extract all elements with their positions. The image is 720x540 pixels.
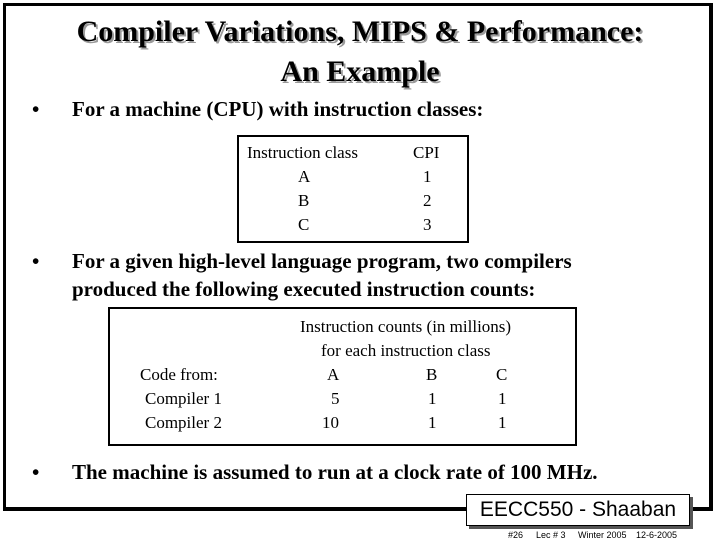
cpi-row-value: 3 — [423, 215, 432, 234]
course-badge-text: EECC550 - Shaaban — [479, 498, 677, 521]
cpi-row-value: 2 — [423, 191, 432, 210]
count-table-row-label-header: Code from: — [140, 365, 218, 384]
bullet-2-text-line-1: For a given high-level language program, two compilers — [72, 249, 572, 273]
lecture-number: Lec # 3 — [536, 530, 566, 540]
count-table-header-line-1: Instruction counts (in millions) — [300, 317, 512, 336]
term: Winter 2005 — [578, 530, 627, 540]
count-table-class-c: C — [496, 365, 508, 384]
bullet-dot: • — [32, 97, 40, 121]
date: 12-6-2005 — [636, 530, 678, 540]
cpi-table-header-class: Instruction class — [247, 143, 358, 162]
cpi-row-class: B — [298, 191, 310, 210]
count-row-c: 1 — [498, 413, 507, 432]
count-row-b: 1 — [428, 413, 437, 432]
count-row-label: Compiler 2 — [145, 413, 222, 432]
bullet-3-text: The machine is assumed to run at a clock rate of 100 MHz. — [72, 460, 598, 484]
cpi-table — [237, 135, 469, 243]
cpi-table-header-cpi: CPI — [413, 143, 440, 162]
count-row-c: 1 — [498, 389, 507, 408]
count-table-class-b: B — [426, 365, 438, 384]
bullet-2-text-line-2: produced the following executed instruction counts: — [72, 277, 536, 301]
course-badge — [466, 494, 690, 526]
count-row-label: Compiler 1 — [145, 389, 222, 408]
slide-title-line-2: An Example — [280, 55, 440, 88]
count-row-a: 10 — [322, 413, 339, 432]
count-row-b: 1 — [428, 389, 437, 408]
instruction-count-table — [108, 307, 577, 446]
slide-number: #26 — [508, 530, 524, 540]
count-table-header-line-2: for each instruction class — [321, 341, 491, 360]
slide-title-line-1: Compiler Variations, MIPS & Performance: — [76, 15, 644, 48]
cpi-row-value: 1 — [423, 167, 432, 186]
bullet-dot: • — [32, 460, 40, 484]
bullet-1-text: For a machine (CPU) with instruction classes: — [72, 97, 484, 121]
cpi-row-class: C — [298, 215, 310, 234]
count-table-class-a: A — [327, 365, 340, 384]
cpi-row-class: A — [298, 167, 311, 186]
count-row-a: 5 — [331, 389, 340, 408]
bullet-dot: • — [32, 249, 40, 273]
